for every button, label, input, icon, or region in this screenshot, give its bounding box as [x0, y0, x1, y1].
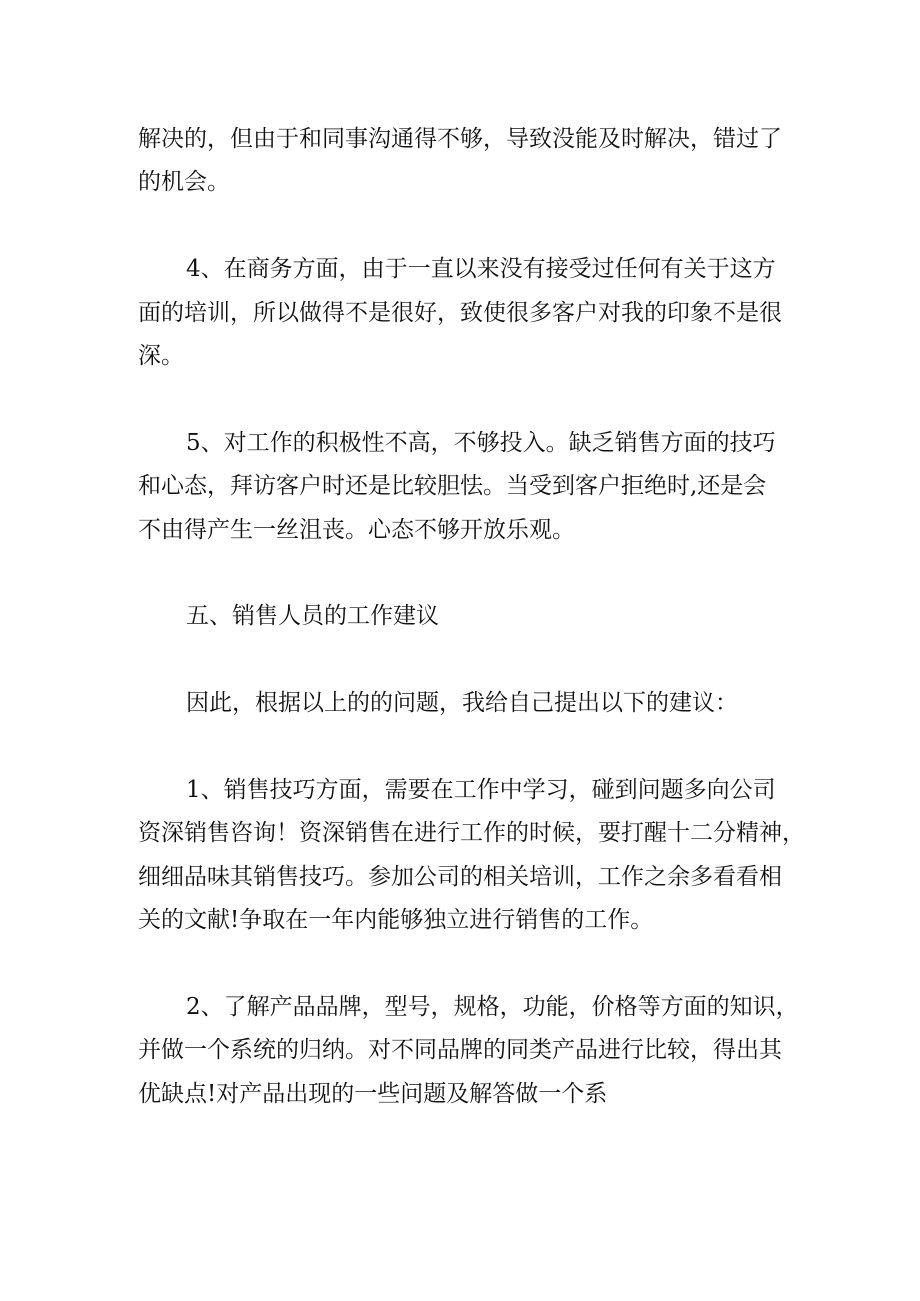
text-line: 并做一个系统的归纳。对不同品牌的同类产品进行比较，得出其	[138, 1037, 782, 1064]
text-line: 关的文献!争取在一年内能够独立进行销售的工作。	[138, 907, 654, 934]
text-line: 2、了解产品品牌，型号，规格，功能，价格等方面的知识，	[186, 993, 799, 1020]
text-line: 资深销售咨询！资深销售在进行工作的时候，要打醒十二分精神，	[138, 820, 805, 847]
paragraph	[138, 118, 838, 205]
paragraph	[138, 422, 838, 552]
text-line: 和心态，拜访客户时还是比较胆怯。当受到客户拒绝时,还是会	[138, 473, 767, 500]
paragraph	[138, 986, 838, 1116]
text-line: 解决的，但由于和同事沟通得不够，导致没能及时解决，错过了	[138, 126, 782, 152]
paragraph	[138, 248, 838, 378]
text-line: 1、销售技巧方面，需要在工作中学习，碰到问题多向公司	[186, 776, 776, 803]
text-line: 不由得产生一丝沮丧。心态不够开放乐观。	[138, 516, 575, 543]
text-line: 因此，根据以上的的问题，我给自己提出以下的建议：	[186, 690, 738, 717]
text-line: 深。	[138, 342, 184, 369]
paragraph	[138, 769, 838, 943]
document-body	[138, 118, 838, 1159]
text-line: 5、对工作的积极性不高，不够投入。缺乏销售方面的技巧	[186, 429, 776, 456]
text-line: 的机会。	[138, 169, 230, 196]
heading-text: 五、销售人员的工作建议	[186, 603, 439, 630]
section-heading	[138, 595, 838, 638]
text-line: 优缺点!对产品出现的一些问题及解答做一个系	[138, 1080, 608, 1107]
paragraph	[138, 682, 838, 725]
text-line: 面的培训，所以做得不是很好，致使很多客户对我的印象不是很	[138, 299, 782, 326]
text-line: 细细品味其销售技巧。参加公司的相关培训，工作之余多看看相	[138, 863, 782, 890]
text-line: 4、在商务方面，由于一直以来没有接受过任何有关于这方	[186, 256, 776, 283]
